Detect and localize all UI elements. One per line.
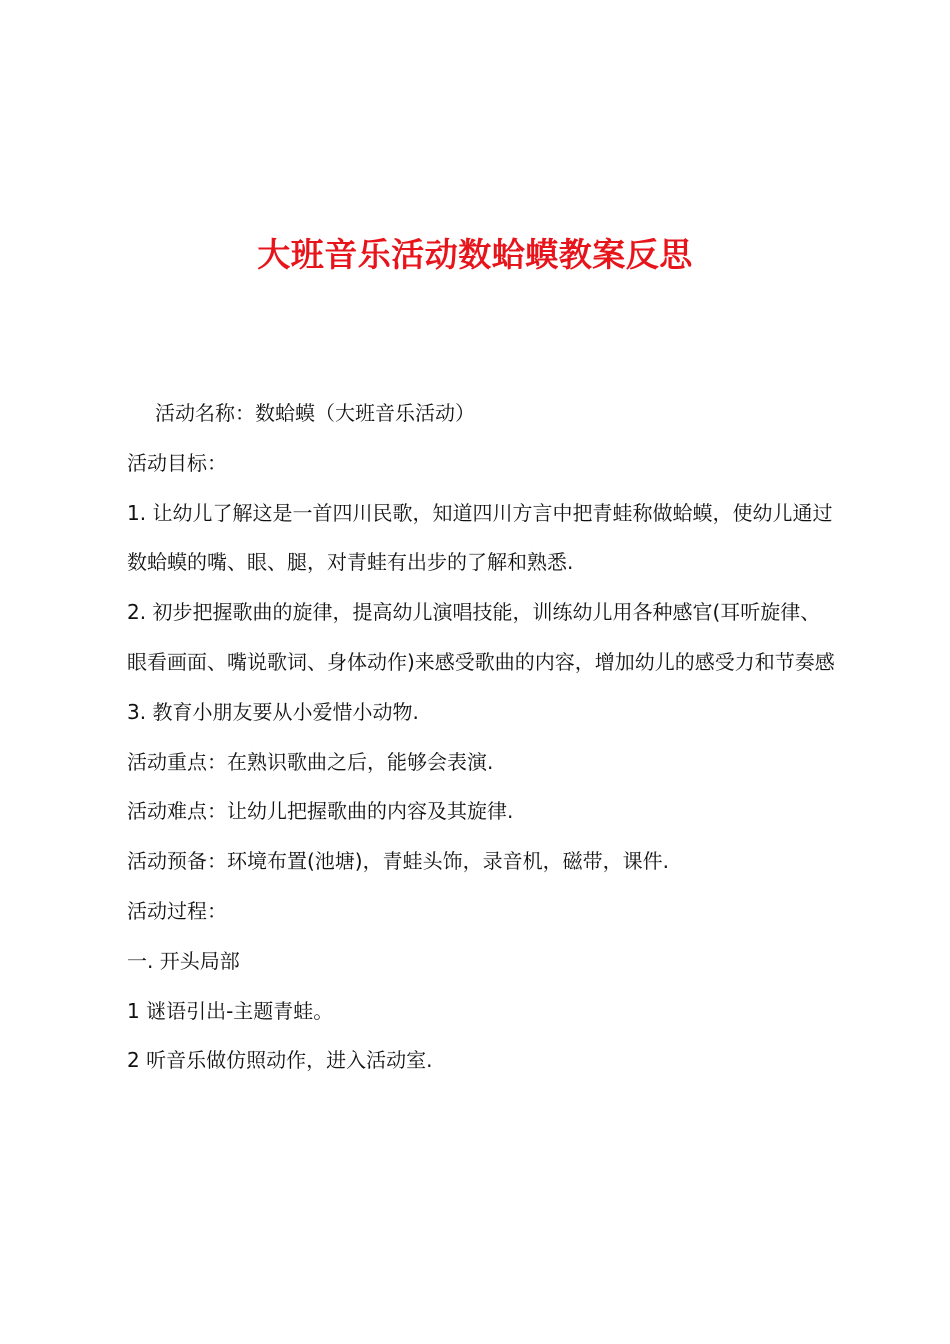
process-step-2: 2 听音乐做仿照动作，进入活动室. xyxy=(127,1048,433,1073)
process-step-1: 1 谜语引出-主题青蛙。 xyxy=(127,998,334,1023)
activity-process-heading: 活动过程： xyxy=(127,898,227,923)
activity-name-paragraph: 活动名称：数蛤蟆（大班音乐活动） xyxy=(155,401,475,425)
goal-item-1: 1. 让幼儿了解这是一首四川民歌，知道四川方言中把青蛙称做蛤蟆，使幼儿通过数蛤蟆的嘴、眼、腿，对青蛙有出步的了解和熟悉. xyxy=(127,500,833,575)
activity-focus-paragraph: 活动重点：在熟识歌曲之后，能够会表演. xyxy=(127,749,494,774)
activity-preparation-paragraph: 活动预备：环境布置(池塘)，青蛙头饰，录音机，磁带，课件. xyxy=(127,849,669,874)
goal-item-3: 3. 教育小朋友要从小爱惜小动物. xyxy=(127,699,419,724)
process-section-heading: 一. 开头局部 xyxy=(127,948,240,973)
page-title: 大班音乐活动数蛤蟆教案反思 xyxy=(257,235,693,275)
document-body xyxy=(127,389,837,1086)
goal-item-2: 2. 初步把握歌曲的旋律，提高幼儿演唱技能，训练幼儿用各种感官(耳听旋律、眼看画面、嘴说歌词、身体动作)来感受歌曲的内容，增加幼儿的感受力和节奏感 xyxy=(127,600,835,674)
activity-goals-heading: 活动目标： xyxy=(127,450,227,475)
activity-difficulty-paragraph: 活动难点：让幼儿把握歌曲的内容及其旋律. xyxy=(127,799,514,824)
